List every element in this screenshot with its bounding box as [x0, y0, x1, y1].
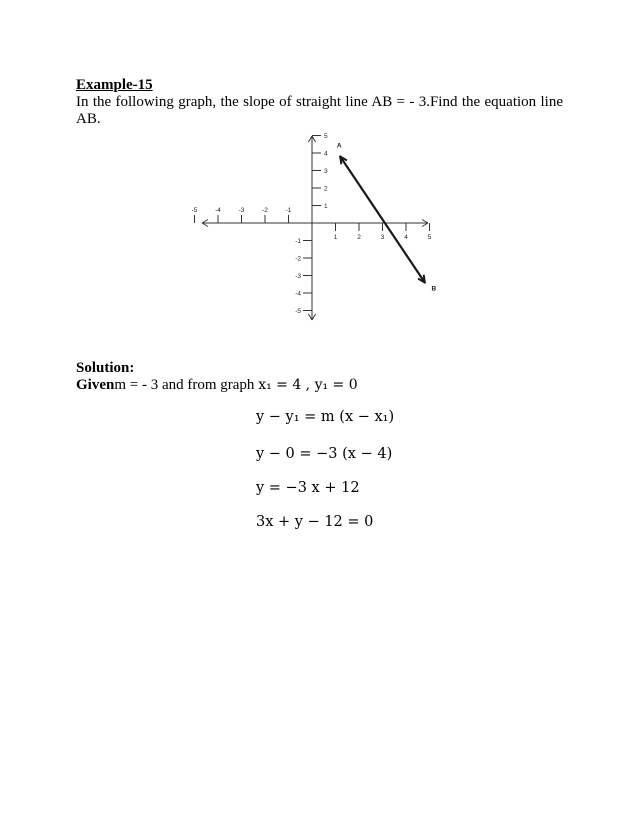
example-heading: Example-15: [76, 77, 153, 93]
given-line: [76, 377, 358, 394]
coordinate-graph: [190, 130, 450, 330]
x-tick-label: -2: [262, 207, 268, 214]
x-tick-label: 5: [427, 234, 432, 241]
y-tick-label: 1: [324, 203, 328, 210]
segment-ab: [340, 157, 425, 283]
y-tick-label: 4: [324, 150, 328, 158]
line-ab: [337, 143, 437, 293]
equation-general-form: 3x + y − 12 = 0: [256, 514, 374, 530]
y-tick-label: -1: [295, 238, 301, 245]
point-label-b: B: [431, 285, 437, 293]
x-tick-label: -5: [191, 207, 198, 214]
x-tick-label: 3: [380, 234, 385, 241]
point-label-a: A: [336, 142, 342, 150]
equation-substitution: y − 0 = −3 (x − 4): [256, 446, 393, 462]
given-label: Given: [76, 377, 115, 393]
x-tick-label: -1: [285, 207, 292, 214]
y-tick-label: -4: [295, 290, 301, 298]
y-tick-label: 2: [324, 185, 328, 193]
x-tick-label: 4: [404, 234, 408, 241]
x-tick-label: 1: [333, 234, 338, 241]
y-tick-label: -5: [295, 308, 301, 315]
y-tick-label: -3: [295, 273, 301, 280]
y-tick-label: 5: [324, 133, 328, 140]
given-text: m = - 3 and from graph: [114, 377, 259, 393]
equation-slope-intercept: y = −3 x + 12: [256, 480, 360, 496]
solution-heading: Solution:: [76, 360, 135, 376]
x-tick-label: -4: [215, 207, 221, 214]
equation-point-slope: y − y₁ = m (x − x₁): [256, 409, 395, 425]
given-values: x₁ = 4 , y₁ = 0: [258, 377, 358, 393]
axes: [202, 136, 428, 320]
x-tick-label: 2: [357, 234, 361, 241]
y-tick-label: 3: [324, 168, 328, 175]
x-tick-label: -3: [238, 207, 245, 214]
problem-statement: In the following graph, the slope of straight line AB = - 3.Find the equation line AB.: [76, 94, 563, 127]
y-tick-label: -2: [295, 255, 301, 263]
